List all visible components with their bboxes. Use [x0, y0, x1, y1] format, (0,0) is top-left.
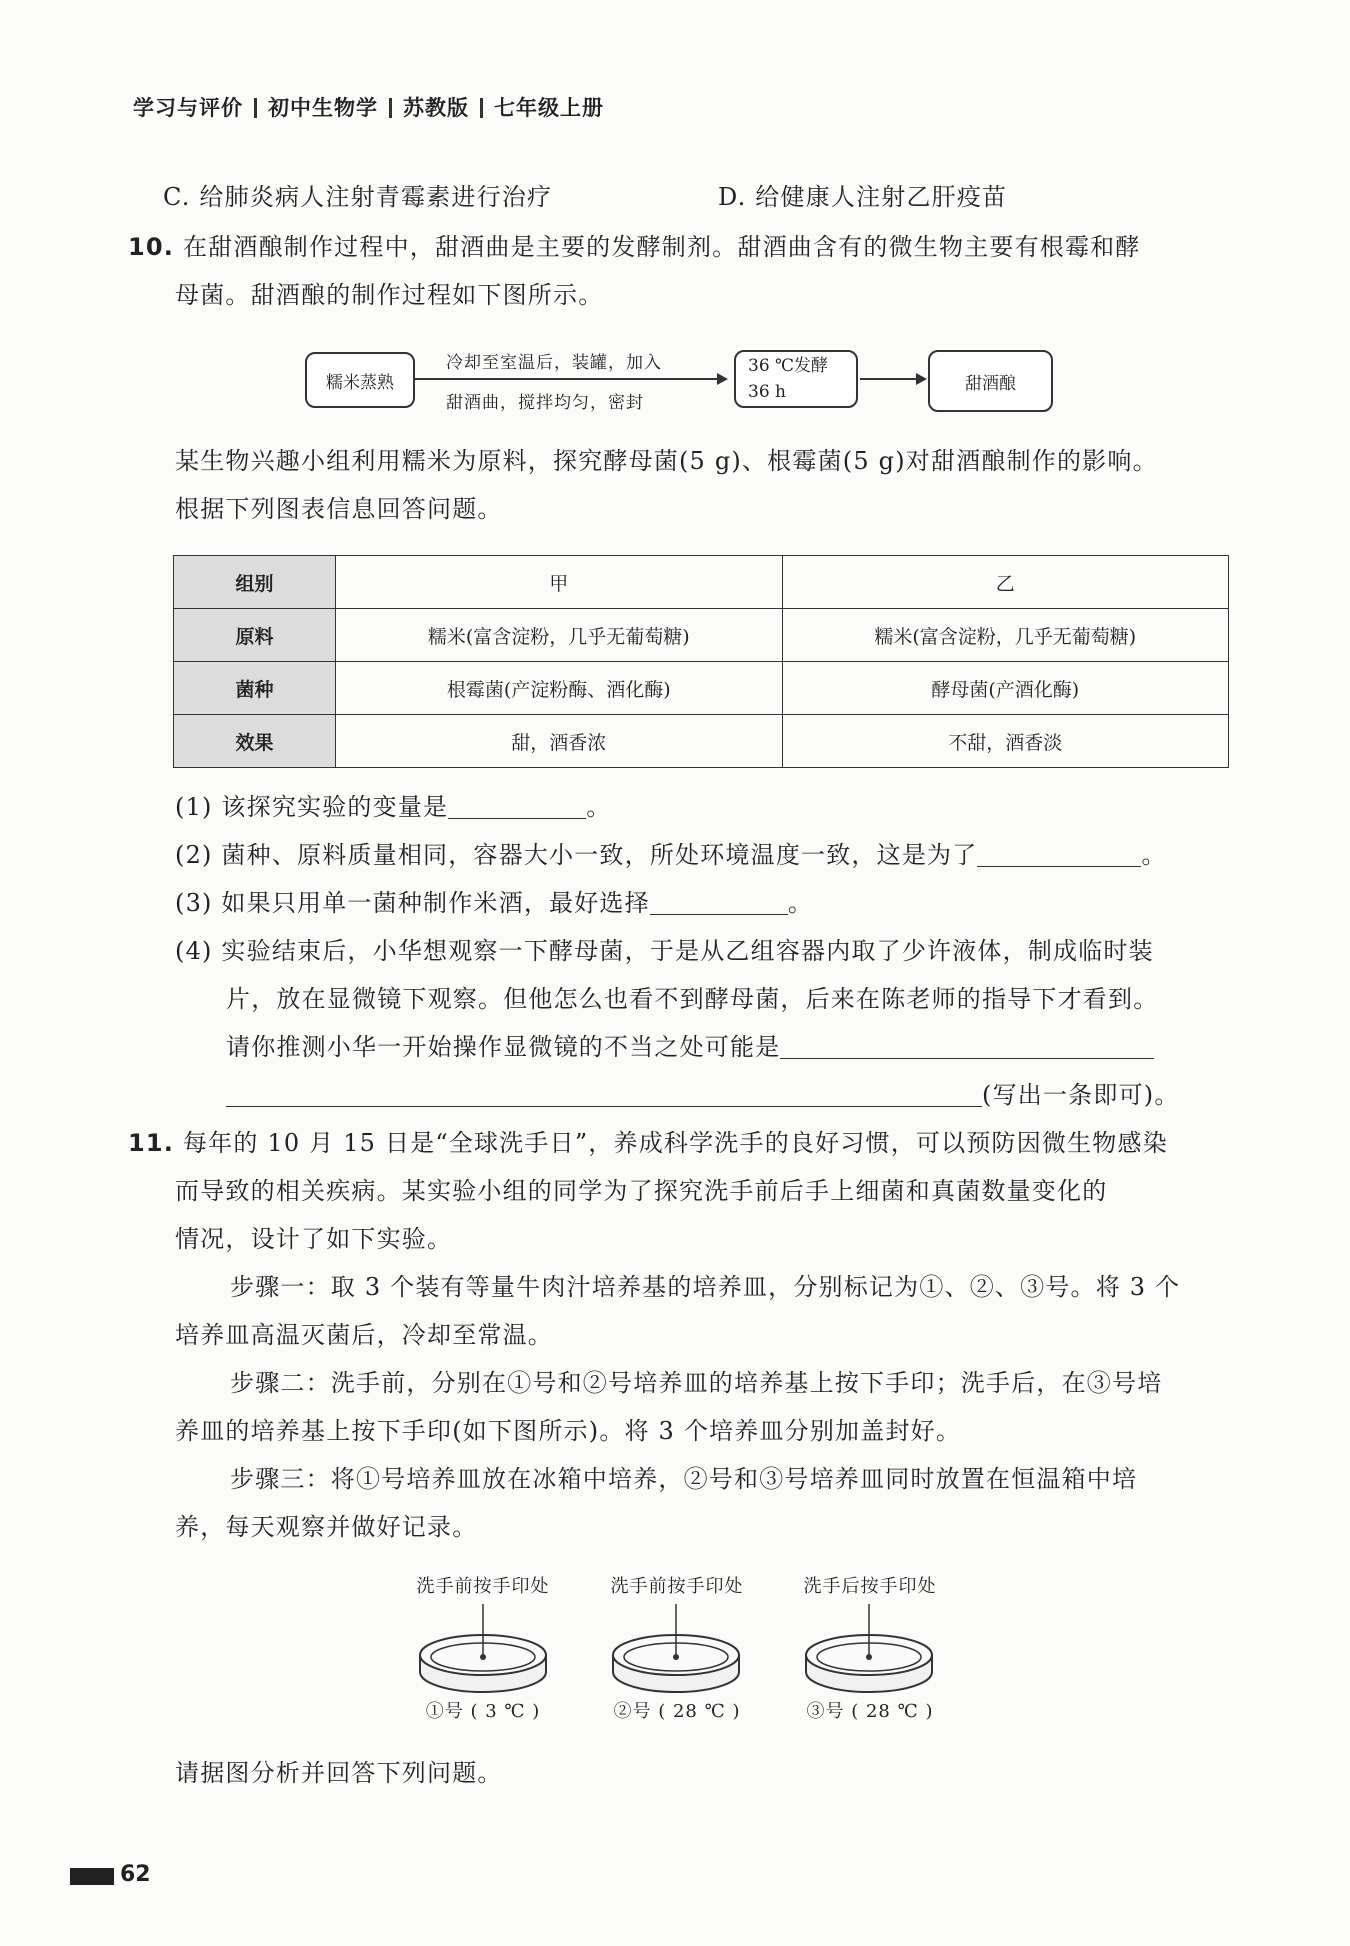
petri-dishes-drawing [400, 1600, 960, 1700]
flow-box-sweet-rice-wine: 甜酒酿 [928, 350, 1053, 412]
table-row [174, 556, 1229, 609]
sub-question-3-end: 。 [787, 889, 814, 917]
dish-3-bottom-label: ③号 ( 28 ℃ ) [806, 1701, 934, 1722]
answer-blank[interactable] [226, 1082, 982, 1107]
sub-question-2-text: (2) 菌种、原料质量相同，容器大小一致，所处环境温度一致，这是为了 [175, 841, 978, 869]
petri-dish-2 [613, 1604, 739, 1692]
experiment-table [173, 555, 1229, 768]
flow-box-ferment [734, 350, 858, 408]
petri-dish-3 [806, 1604, 932, 1692]
step-3-line1: 步骤三：将①号培养皿放在冰箱中培养，②号和③号培养皿同时放置在恒温箱中培 [230, 1465, 1138, 1493]
dish-1-bottom-label: ①号 ( 3 ℃ ) [425, 1701, 541, 1722]
sub-question-1-end: 。 [586, 793, 612, 821]
sub-question-3-text: (3) 如果只用单一菌种制作米酒，最好选择 [175, 889, 650, 917]
answer-blank[interactable] [448, 794, 586, 819]
flow-arrow-label-top: 冷却至室温后，装罐，加入 [446, 353, 662, 373]
table-row-header: 原料 [174, 609, 336, 662]
header-book-series: 学习与评价 [133, 96, 243, 120]
question-11-line1 [128, 1128, 1168, 1158]
question-10-intro2: 根据下列图表信息回答问题。 [175, 495, 503, 523]
table-cell: 乙 [782, 556, 1229, 609]
table-cell: 甜，酒香浓 [336, 715, 783, 768]
header-separator [254, 98, 257, 118]
flow-box-steam-rice: 糯米蒸熟 [305, 352, 415, 408]
sub-question-4-line4-end: (写出一条即可)。 [982, 1081, 1180, 1109]
question-number: 11. [128, 1129, 175, 1157]
flow-box-ferment-line1: 36 ℃发酵 [748, 356, 829, 376]
header-separator [389, 98, 392, 118]
question-11-text: 每年的 10 月 15 日是“全球洗手日”，养成科学洗手的良好习惯，可以预防因微生物感染 [182, 1129, 1168, 1157]
flow-box-ferment-line2: 36 h [748, 382, 786, 402]
sub-question-1-text: (1) 该探究实验的变量是 [175, 793, 449, 821]
question-10-intro1: 某生物兴趣小组利用糯米为原料，探究酵母菌(5 g)、根霉菌(5 g)对甜酒酿制作的影响。 [175, 447, 1158, 475]
table-row [174, 662, 1229, 715]
flow-arrow-label-bottom: 甜酒曲，搅拌均匀，密封 [446, 393, 644, 413]
question-11-line3: 情况，设计了如下实验。 [175, 1225, 453, 1253]
sub-question-4-line1: (4) 实验结束后，小华想观察一下酵母菌，于是从乙组容器内取了少许液体，制成临时装 [175, 937, 1154, 965]
header-grade: 七年级上册 [494, 96, 604, 120]
page-number: 62 [120, 1862, 151, 1887]
answer-blank[interactable] [977, 842, 1141, 867]
option-d: D. 给健康人注射乙肝疫苗 [718, 183, 1008, 211]
sub-question-4-line2: 片，放在显微镜下观察。但他怎么也看不到酵母菌，后来在陈老师的指导下才看到。 [226, 985, 1159, 1013]
dish-1-top-label: 洗手前按手印处 [416, 1576, 550, 1597]
table-cell: 糯米(富含淀粉，几乎无葡萄糖) [336, 609, 783, 662]
flow-arrow-2 [860, 378, 925, 380]
petri-dish-1 [420, 1604, 546, 1692]
question-11-closing: 请据图分析并回答下列问题。 [175, 1759, 503, 1787]
table-cell: 根霉菌(产淀粉酶、酒化酶) [336, 662, 783, 715]
sub-question-2-end: 。 [1141, 841, 1167, 869]
sub-question-1 [175, 792, 611, 822]
header-edition: 苏教版 [403, 96, 469, 120]
table-cell: 糯米(富含淀粉，几乎无葡萄糖) [782, 609, 1229, 662]
running-header [133, 92, 604, 122]
sub-question-4-line3 [226, 1032, 1154, 1062]
header-subject: 初中生物学 [268, 96, 378, 120]
step-1-line2: 培养皿高温灭菌后，冷却至常温。 [175, 1321, 553, 1349]
option-c: C. 给肺炎病人注射青霉素进行治疗 [163, 183, 553, 211]
sub-question-3 [175, 888, 813, 918]
answer-blank[interactable] [780, 1034, 1154, 1059]
flow-arrow-1 [413, 378, 726, 380]
sub-question-4-line4 [226, 1080, 1180, 1110]
table-row-header: 菌种 [174, 662, 336, 715]
sub-question-2 [175, 840, 1167, 870]
step-3-line2: 养，每天观察并做好记录。 [175, 1513, 478, 1541]
table-cell: 酵母菌(产酒化酶) [782, 662, 1229, 715]
table-cell: 甲 [336, 556, 783, 609]
answer-blank[interactable] [650, 890, 788, 915]
sub-question-4-line3-text: 请你推测小华一开始操作显微镜的不当之处可能是 [226, 1033, 781, 1061]
table-row [174, 715, 1229, 768]
question-10-line1 [128, 232, 1141, 262]
question-11-line2: 而导致的相关疾病。某实验小组的同学为了探究洗手前后手上细菌和真菌数量变化的 [175, 1177, 1108, 1205]
table-cell: 不甜，酒香淡 [782, 715, 1229, 768]
question-10-line2: 母菌。甜酒酿的制作过程如下图所示。 [175, 281, 604, 309]
dish-3-top-label: 洗手后按手印处 [803, 1576, 937, 1597]
table-row-header: 效果 [174, 715, 336, 768]
question-number: 10. [128, 233, 175, 261]
question-10-text: 在甜酒酿制作过程中，甜酒曲是主要的发酵制剂。甜酒曲含有的微生物主要有根霉和酵 [182, 233, 1141, 261]
table-row-header: 组别 [174, 556, 336, 609]
dish-2-top-label: 洗手前按手印处 [610, 1576, 744, 1597]
step-2-line2: 养皿的培养基上按下手印(如下图所示)。将 3 个培养皿分别加盖封好。 [175, 1417, 962, 1445]
table-row [174, 609, 1229, 662]
dish-2-bottom-label: ②号 ( 28 ℃ ) [613, 1701, 741, 1722]
step-2-line1: 步骤二：洗手前，分别在①号和②号培养皿的培养基上按下手印；洗手后，在③号培 [230, 1369, 1163, 1397]
footer-bar [70, 1868, 114, 1885]
step-1-line1: 步骤一：取 3 个装有等量牛肉汁培养基的培养皿，分别标记为①、②、③号。将 3 个 [230, 1273, 1181, 1301]
header-separator [480, 98, 483, 118]
